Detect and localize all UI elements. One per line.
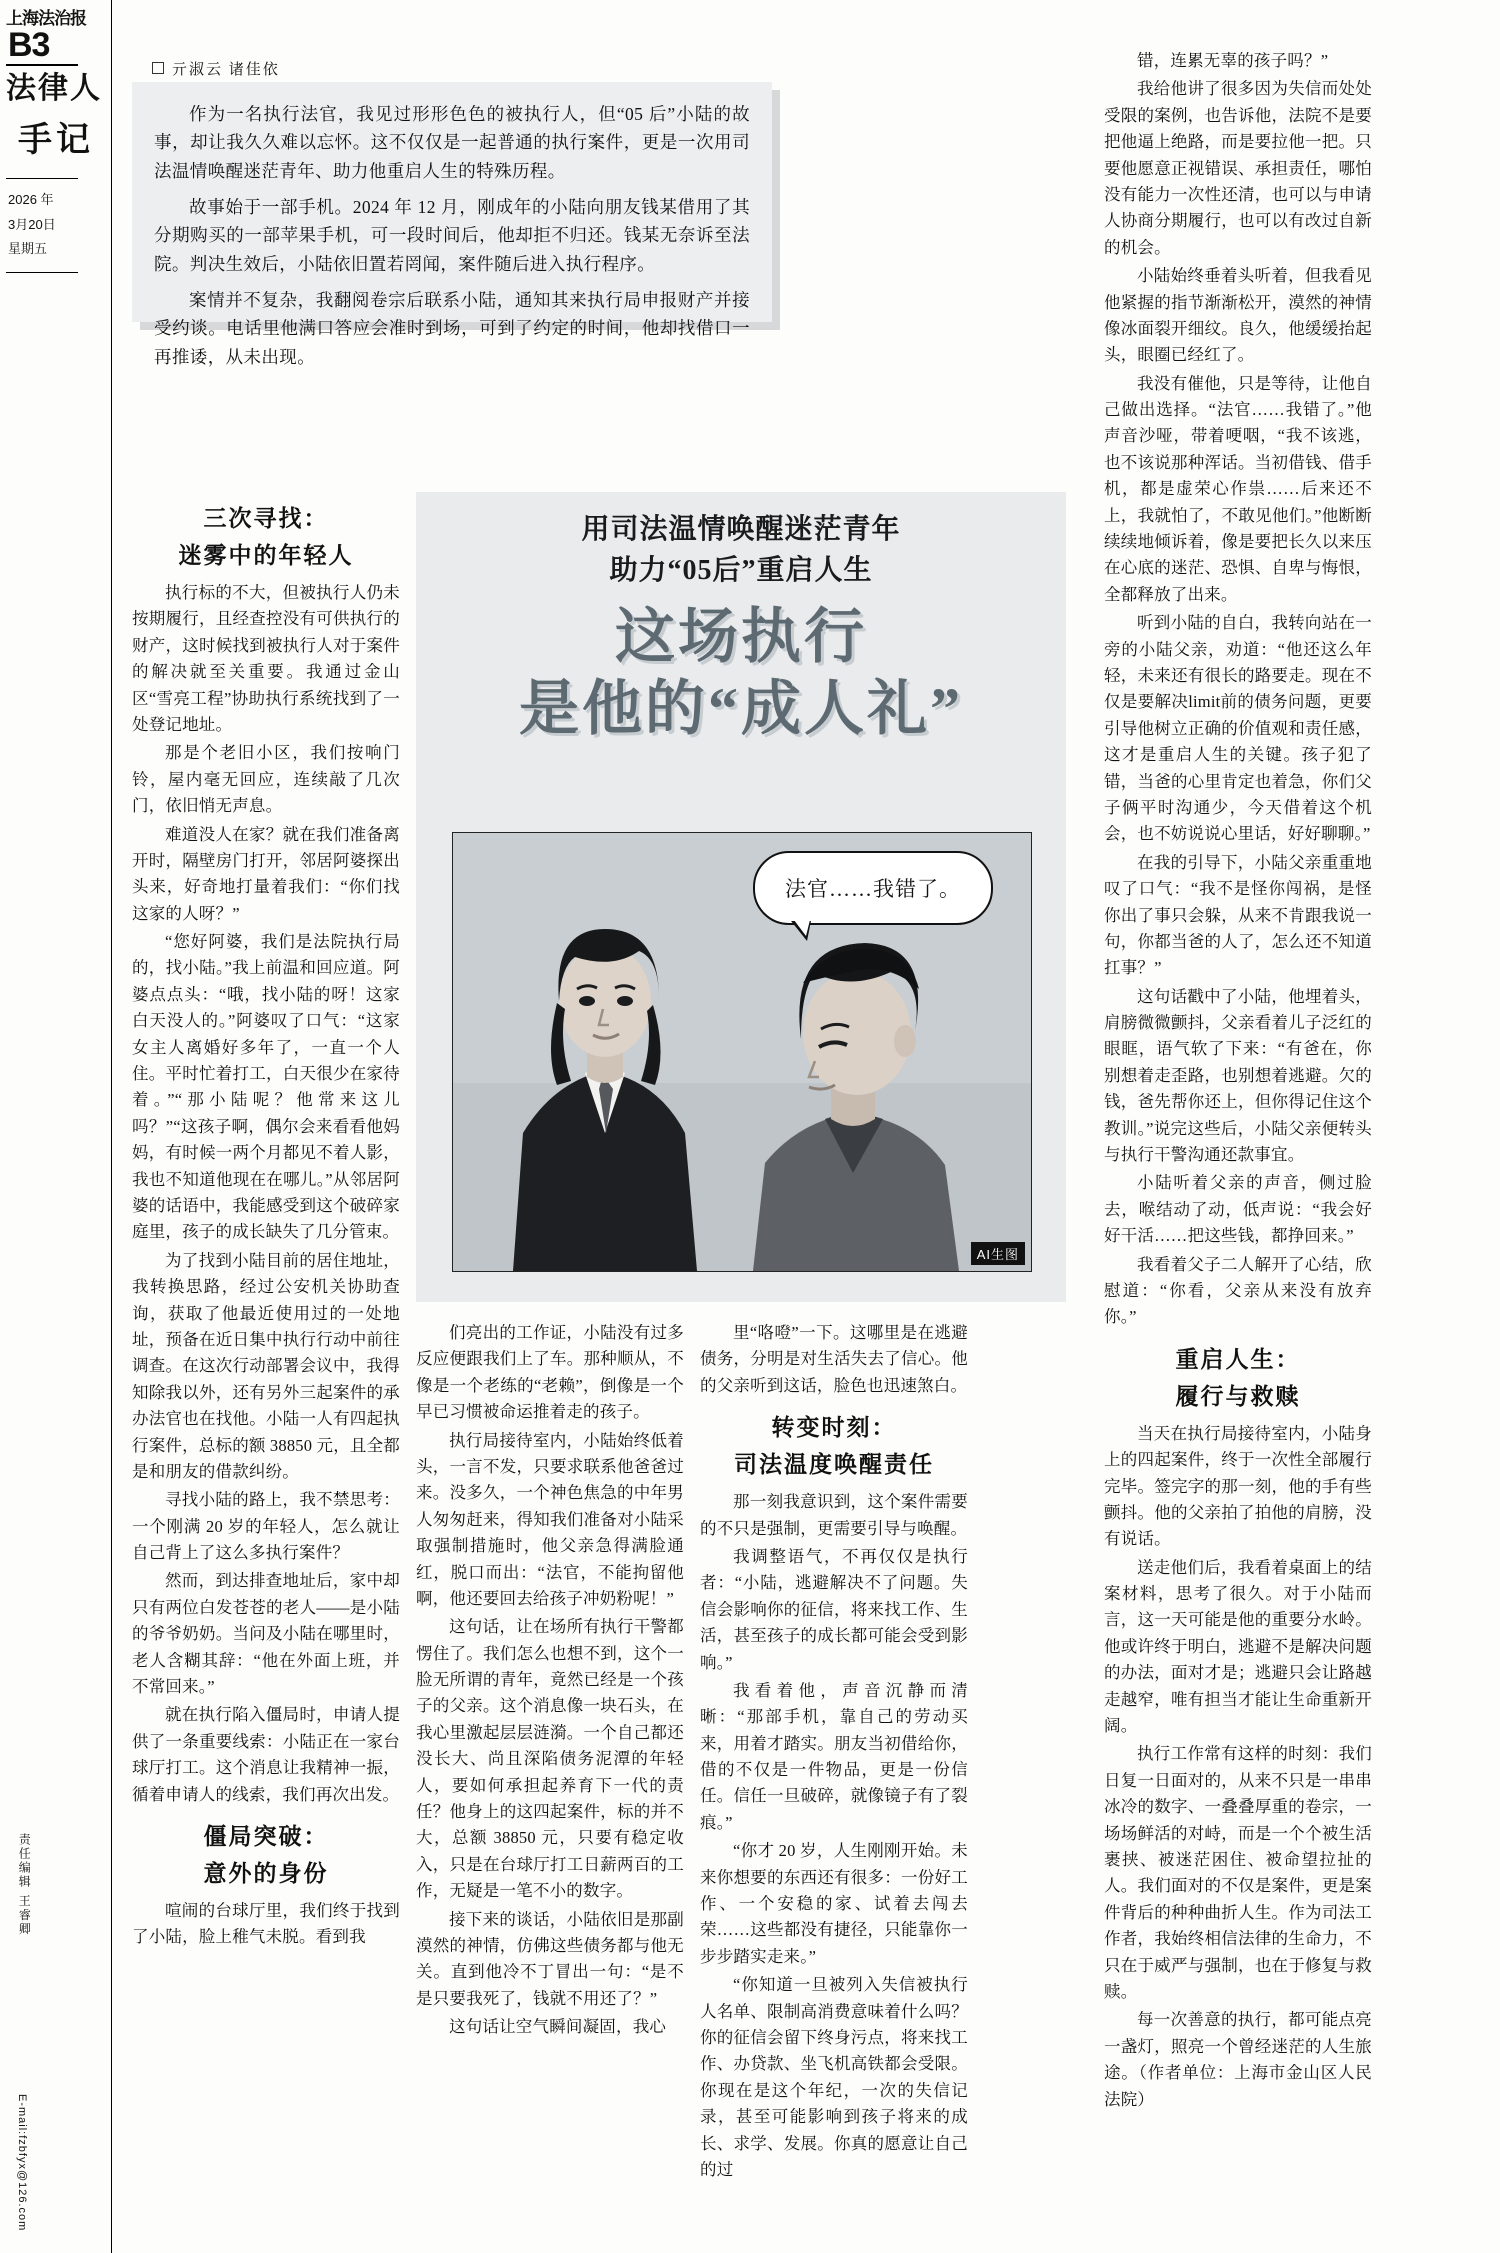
- c4-p3: 小陆始终垂着头听着，但我看见他紧握的指节渐渐松开，漠然的神情像冰面裂开细纹。良久，他缓缓抬起头，眼圈已经红了。: [1104, 266, 1372, 365]
- c4-p12: 执行工作常有这样的时刻：我们日复一日面对的，从来不只是一串串冰冷的数字、一叠叠厚重的卷宗，一场场鲜活的对峙，而是一个个被生活裹挟、被迷茫困住、被命望拉扯的人。我们面对的不仅是案件，更是案件背后的种种曲折人生。作为司法工作者，我始终相信法律的生命力，不只在于威严与强制，也在于修复与救赎。: [1104, 1744, 1372, 2001]
- bullet-square-icon: [152, 62, 164, 74]
- date-month-day: 3月20日: [8, 216, 56, 232]
- kicker-line-1: 用司法温情唤醒迷茫青年: [581, 514, 901, 545]
- illustration: [452, 832, 1032, 1272]
- masthead-rail: [0, 0, 112, 2253]
- article-column-2: [416, 1320, 684, 2043]
- c3-p4: “你才 20 岁，人生刚刚开始。未来你想要的东西还有很多：一份好工作、一个安稳的家、试着去闯去荣……这些都没有捷径，只能靠你一步步踏实走来。”: [700, 1841, 968, 1966]
- c3-p0: 里“咯噔”一下。这哪里是在逃避债务，分明是对生活失去了信心。他的父亲听到这话，脸色也迅速煞白。: [700, 1323, 968, 1395]
- section-3-line2: 司法温度唤醒责任: [734, 1452, 934, 1478]
- section-2-line1: 僵局突破：: [203, 1823, 329, 1849]
- c2-p2: 执行局接待室内，小陆始终低着头，一言不发，只要求联系他爸爸过来。没多久，一个神色焦急的中年男人匆匆赶来，得知我们准备对小陆采取强制措施时，他父亲急得满脸通红，脱口而出：“法官，不能拘留他啊，他还要回去给孩子冲奶粉呢！”: [416, 1430, 684, 1608]
- date-year: 2026 年: [8, 192, 54, 207]
- c1-p2: 那是个老旧小区，我们按响门铃，屋内毫无回应，连续敲了几次门，依旧悄无声息。: [132, 743, 400, 816]
- rail-divider-1: [6, 64, 78, 66]
- c4-p5: 听到小陆的自白，我转向站在一旁的小陆父亲，劝道：“他还这么年轻，未来还有很长的路要走。现在不仅是要解决limit前的债务问题，更要引导他树立正确的价值观和责任感，这才是重启人生的关键。孩子犯了错，当爸的心里肯定也着急，你们父子俩平时沟通少，今天借着这个机会，也不妨说说心里话，好好聊聊。”: [1104, 613, 1372, 844]
- ai-generated-tag: AI生图: [971, 1242, 1025, 1265]
- responsible-editor: 责任编辑 王睿卿: [17, 1833, 32, 1937]
- section-4-line1: 重启人生：: [1175, 1346, 1301, 1372]
- article-column-4: [1104, 48, 1372, 2115]
- headline-line-2: 是他的“成人礼”: [519, 675, 963, 742]
- c4-p6: 在我的引导下，小陆父亲重重地叹了口气：“我不是怪你闯祸，是怪你出了事只会躲，从来不肯跟我说一句，你都当爸的人了，怎么还不知道扛事？”: [1104, 852, 1372, 978]
- c3-p2: 我调整语气，不再仅仅是执行者：“小陆，逃避解决不了问题。失信会影响你的征信，将来找工作、生活，甚至孩子的成长都可能会受到影响。”: [700, 1546, 968, 1672]
- section-2-line2: 意外的身份: [203, 1860, 329, 1886]
- byline: [152, 58, 280, 79]
- c2-p3: 这句话，让在场所有执行干警都愣住了。我们怎么也想不到，这个一脸无所谓的青年，竟然已经是一个孩子的父亲。这个消息像一块石头，在我心里激起层层涟漪。一个自己都还没长大、尚且深陷债务泥潭的年轻人，要如何承担起养育下一代的责任？他身上的这四起案件，标的并不大，总额 38850 元，只要有稳定收入，只是在台球厅打工日薪两百的工作，无疑是一笔不小的数字。: [416, 1617, 684, 1901]
- rail-divider-2: [6, 178, 78, 179]
- column-title-line1: 法律人: [6, 72, 102, 105]
- column-title-line2: 手记: [18, 122, 94, 159]
- c1-p7: 然而，到达排查地址后，家中却只有两位白发苍苍的老人——是小陆的爷爷奶奶。当问及小陆在哪里时，老人含糊其辞：“他在外面上班，并不常回来。”: [132, 1571, 400, 1697]
- contact-email: E-mail:fzbfyx@126.com: [16, 2093, 28, 2231]
- c4-p10: 当天在执行局接待室内，小陆身上的四起案件，终于一次性全部履行完毕。签完字的那一刻，他的手有些颤抖。他的父亲拍了拍他的肩膀，没有说话。: [1104, 1423, 1372, 1549]
- lead-p1: 作为一名执行法官，我见过形形色色的被执行人，但“05 后”小陆的故事，却让我久久难以忘怀。这不仅仅是一起普通的执行案件，更是一次用司法温情唤醒迷茫青年、助力他重启人生的特殊历程。: [154, 104, 750, 181]
- c4-p2: 我给他讲了很多因为失信而处处受限的案例，也告诉他，法院不是要把他逼上绝路，而是要拉他一把。只要他愿意正视错误、承担责任，哪怕没有能力一次性还清，也可以与申请人协商分期履行，也可以有改过自新的机会。: [1104, 79, 1372, 257]
- c3-p1: 那一刻我意识到，这个案件需要的不只是强制，更需要引导与唤醒。: [700, 1492, 968, 1538]
- speech-bubble-text: 法官……我错了。: [785, 877, 961, 901]
- section-heading-1: [132, 500, 400, 570]
- date-block: [8, 188, 104, 262]
- c4-p7: 这句话戳中了小陆，他埋着头，肩膀微微颤抖，父亲看着儿子泛红的眼眶，语气软了下来：“有爸在，你别想着走歪路，也别想着逃避。欠的钱，爸先帮你还上，但你得记住这个教训。”说完这些后，小陆父亲便转头与执行干警沟通还款事宜。: [1104, 986, 1372, 1165]
- paper-name: 上海法治报: [6, 9, 86, 28]
- c4-p8: 小陆听着父亲的声音，侧过脸去，喉结动了动，低声说：“我会好好干活……把这些钱，都挣回来。”: [1104, 1173, 1372, 1246]
- c1-p1: 执行标的不大，但被执行人仍未按期履行，且经查控没有可供执行的财产，这时候找到被执行人对于案件的解决就至关重要。我通过金山区“雪亮工程”协助执行系统找到了一处登记地址。: [132, 583, 400, 734]
- c1-p5: 为了找到小陆目前的居住地址，我转换思路，经过公安机关协助查询，获取了他最近使用过的一处地址，预备在近日集中执行行动中前往调查。在这次行动部署会议中，我得知除我以外，还有另外三起案件的承办法官也在找他。小陆一人有四起执行案件，总标的额 38850 元，且全都是和朋友的借款纠纷。: [132, 1250, 400, 1481]
- c2-p1: 们亮出的工作证，小陆没有过多反应便跟我们上了车。那种顺从，不像是一个老练的“老赖”，倒像是一个早已习惯被命运推着走的孩子。: [416, 1323, 684, 1422]
- lead-p3: 案情并不复杂，我翻阅卷宗后联系小陆，通知其来执行局申报财产并接受约谈。电话里他满口答应会准时到场，可到了约定的时间，他却找借口一再推诿，从未出现。: [154, 290, 750, 367]
- c4-p9: 我看着父子二人解开了心结，欣慰道：“你看，父亲从来没有放弃你。”: [1104, 1254, 1372, 1327]
- article-column-3: [700, 1320, 968, 2185]
- section-heading-4: [1104, 1341, 1372, 1411]
- section-heading-2: [132, 1818, 400, 1888]
- section-3-line1: 转变时刻：: [771, 1415, 897, 1441]
- lead-paragraph-box: [132, 82, 772, 367]
- c3-p5: “你知道一旦被列入失信被执行人名单、限制高消费意味着什么吗？你的征信会留下终身污点，将来找工作、办贷款、坐飞机高铁都会受限。你现在是这个年纪，一次的失信记录，甚至可能影响到孩子将来的成长、求学、发展。你真的愿意让自己的过: [700, 1975, 968, 2179]
- c1-p4: “您好阿婆，我们是法院执行局的，找小陆。”我上前温和回应道。阿婆点点头：“哦，找小陆的呀！这家白天没人的。”阿婆叹了口气：“这家女主人离婚好多年了，一直一个人住。平时忙着打工，白天很少在家待着。”“那小陆呢？他常来这儿吗？”“这孩子啊，偶尔会来看看他妈妈，有时候一两个月都见不着人影，我也不知道他现在在哪儿。”从邻居阿婆的话语中，我能感受到这个破碎家庭里，孩子的成长缺失了几分管束。: [132, 932, 400, 1242]
- section-4-line2: 履行与救赎: [1175, 1383, 1301, 1409]
- article-column-1: [132, 500, 400, 1953]
- c1-p9: 喧闹的台球厅里，我们终于找到了小陆，脸上稚气未脱。看到我: [132, 1900, 400, 1947]
- c1-p3: 难道没人在家？就在我们准备离开时，隔壁房门打开，邻居阿婆探出头来，好奇地打量着我们：“你们找这家的人呀？”: [132, 824, 400, 923]
- section-1-line2: 迷雾中的年轻人: [178, 543, 354, 568]
- lead-p2: 故事始于一部手机。2024 年 12 月，刚成年的小陆向朋友钱某借用了其分期购买的一部苹果手机，可一段时间后，他却拒不归还。钱某无奈诉至法院。判决生效后，小陆依旧置若罔闻，案件随后进入执行程序。: [154, 197, 750, 274]
- headline-line-1: 这场执行: [615, 604, 867, 671]
- c1-p8: 就在执行陷入僵局时，申请人提供了一条重要线索：小陆正在一家台球厅打工。这个消息让我精神一振，循着申请人的线索，我们再次出发。: [132, 1705, 400, 1804]
- c4-p11: 送走他们后，我看着桌面上的结案材料，思考了很久。对于小陆而言，这一天可能是他的重要分水岭。他或许终于明白，逃避不是解决问题的办法，面对才是；逃避只会让路越走越窄，唯有担当才能让生命重新开阔。: [1104, 1557, 1372, 1736]
- c2-p4: 接下来的谈话，小陆依旧是那副漠然的神情，仿佛这些债务都与他无关。直到他冷不丁冒出一句：“是不是只要我死了，钱就不用还了？”: [416, 1909, 684, 2008]
- section-heading-3: [700, 1409, 968, 1479]
- byline-authors: 亓淑云 诸佳依: [172, 62, 280, 78]
- kicker-line-2: 助力“05后”重启人生: [609, 554, 873, 586]
- section-1-line1: 三次寻找：: [203, 506, 329, 531]
- c1-p6: 寻找小陆的路上，我不禁思考：一个刚满 20 岁的年轻人，怎么就让自己背上了这么多执行案件？: [132, 1490, 400, 1563]
- c4-p1: 错，连累无辜的孩子吗？”: [1137, 51, 1329, 70]
- speech-bubble: [753, 851, 993, 925]
- rail-divider-3: [6, 272, 78, 273]
- c4-p4: 我没有催他，只是等待，让他自己做出选择。“法官……我错了。”他声音沙哑，带着哽咽，“我不该逃，也不该说那种浑话。当初借钱、借手机，都是虚荣心作祟……后来还不上，我就怕了，不敢见他们。”他断断续续地倾诉着，像是要把长久以来压在心底的迷茫、恐惧、自卑与悔恨，全都释放了出来。: [1104, 373, 1372, 604]
- page-number: B3: [8, 26, 50, 64]
- c2-p5: 这句话让空气瞬间凝固，我心: [449, 2017, 667, 2037]
- date-weekday: 星期五: [8, 241, 48, 257]
- c4-p13: 每一次善意的执行，都可能点亮一盏灯，照亮一个曾经迷茫的人生旅途。（作者单位：上海市金山区人民法院）: [1104, 2010, 1372, 2109]
- c3-p3: 我看着他，声音沉静而清晰：“那部手机，靠自己的劳动买来，用着才踏实。朋友当初借给你，借的不仅是一件物品，更是一份信任。信任一旦破碎，就像镜子有了裂痕。”: [700, 1680, 968, 1832]
